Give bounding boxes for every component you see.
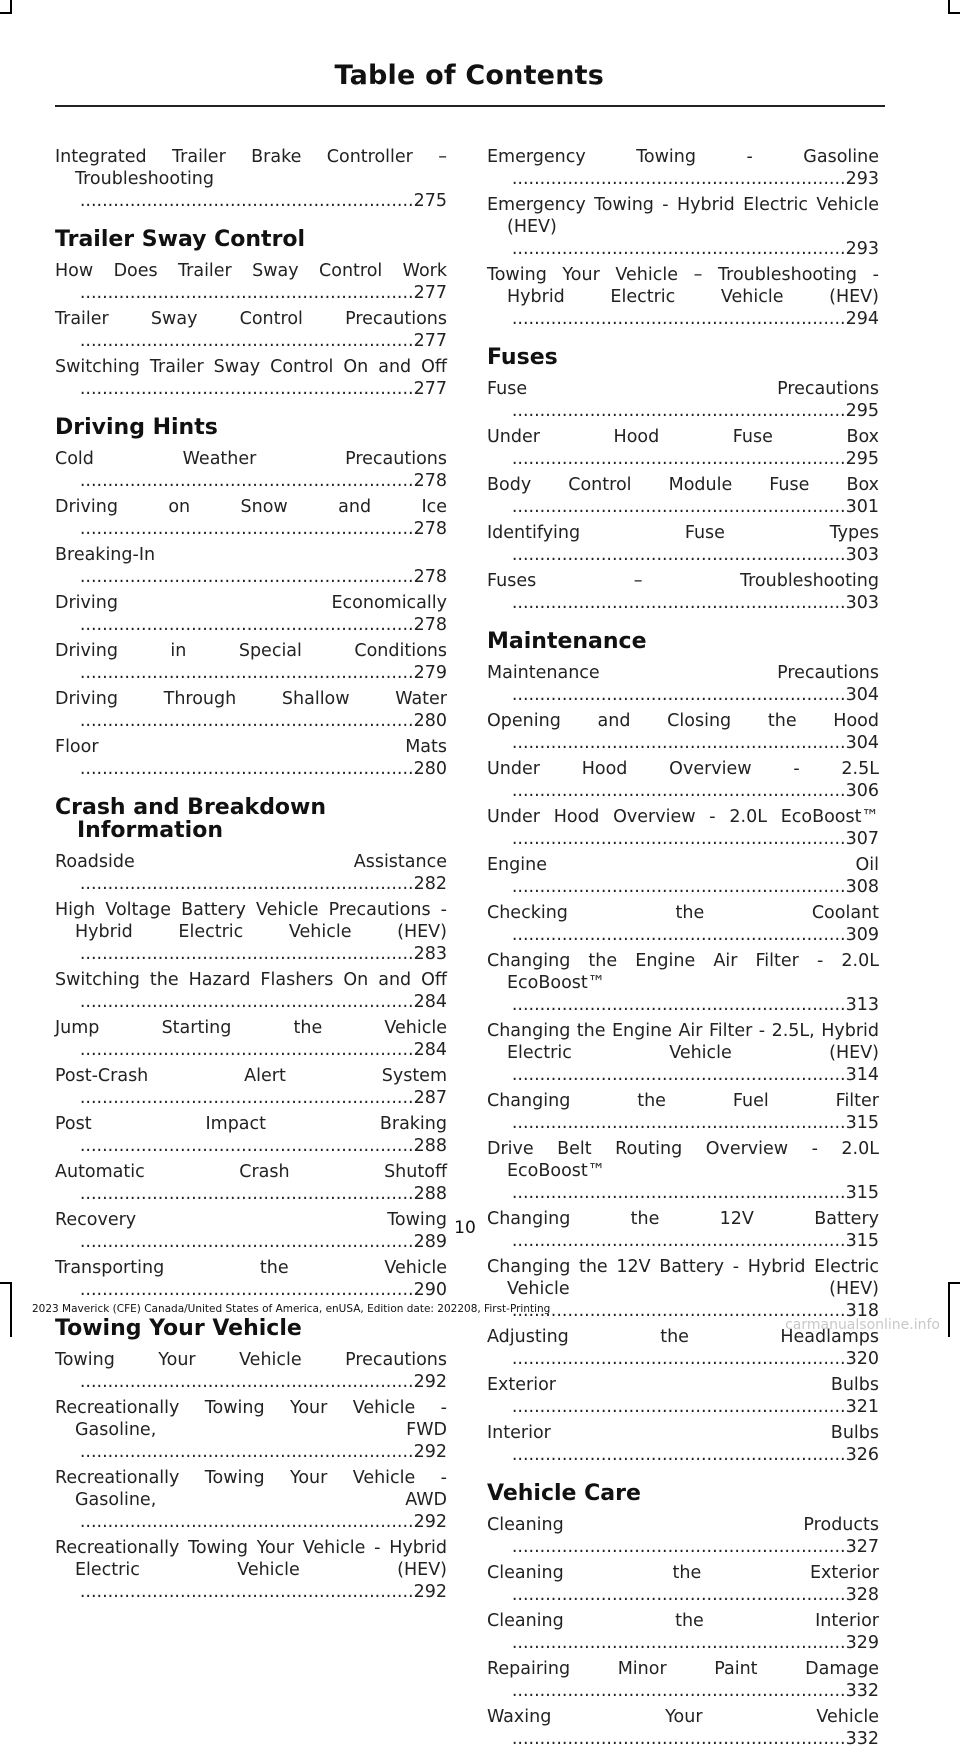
dot-leader: ............................................................ [511, 169, 846, 189]
toc-entry-under-hood-overview-2-5l[interactable] [487, 758, 879, 802]
toc-entry-page-number: 308 [845, 877, 879, 897]
toc-entry-page-number: 292 [413, 1442, 447, 1462]
toc-entry-title: Driving Through Shallow Water [55, 689, 447, 709]
toc-entry-title: Integrated Trailer Brake Controller – Troubleshooting [55, 147, 447, 189]
toc-entry-how-does-trailer-sway-control-work[interactable] [55, 260, 447, 304]
toc-entry-page-number: 303 [845, 593, 879, 613]
dot-leader: ............................................................ [511, 1585, 846, 1605]
toc-entry-repairing-minor-paint-damage[interactable] [487, 1658, 879, 1702]
toc-entry-fuse-precautions[interactable] [487, 378, 879, 422]
toc-entry-post-impact-braking[interactable] [55, 1113, 447, 1157]
toc-entry-title: High Voltage Battery Vehicle Precautions - Hybrid Electric Vehicle (HEV) [55, 900, 447, 942]
dot-leader: ............................................................ [79, 471, 414, 491]
toc-entry-title: Changing the Engine Air Filter - 2.0L EcoBoost™ [487, 951, 879, 993]
toc-entry-title: Emergency Towing - Gasoline [487, 147, 879, 167]
toc-entry-transporting-the-vehicle[interactable] [55, 1257, 447, 1301]
toc-entry-title: Driving in Special Conditions [55, 641, 447, 661]
toc-entry-title: Automatic Crash Shutoff [55, 1162, 447, 1182]
toc-entry-page-number: 277 [413, 283, 447, 303]
dot-leader: ............................................................ [511, 593, 846, 613]
toc-entry-page-number: 292 [413, 1582, 447, 1602]
toc-entry-page-number: 279 [413, 663, 447, 683]
dot-leader: ............................................................ [511, 829, 846, 849]
toc-entry-page-number: 332 [845, 1681, 879, 1701]
watermark: carmanualsonline.info [785, 1317, 940, 1333]
toc-entry-title: Changing the 12V Battery [487, 1209, 879, 1229]
toc-entry-title: Checking the Coolant [487, 903, 879, 923]
toc-entry-engine-oil[interactable] [487, 854, 879, 898]
toc-entry-page-number: 326 [845, 1445, 879, 1465]
toc-entry-page-number: 313 [845, 995, 879, 1015]
toc-entry-page-number: 288 [413, 1184, 447, 1204]
toc-entry-integrated-trailer-brake-controller-troubleshooting[interactable] [55, 146, 447, 212]
section-heading-vehicle-care: Vehicle Care [487, 1481, 641, 1506]
dot-leader: ............................................................ [511, 877, 846, 897]
dot-leader: ............................................................ [511, 1397, 846, 1417]
toc-entry-title: Jump Starting the Vehicle [55, 1018, 447, 1038]
toc-entry-fuses-troubleshooting[interactable] [487, 570, 879, 614]
toc-entry-checking-the-coolant[interactable] [487, 902, 879, 946]
dot-leader: ............................................................ [79, 283, 414, 303]
toc-entry-post-crash-alert-system[interactable] [55, 1065, 447, 1109]
dot-leader: ............................................................ [79, 191, 414, 211]
toc-entry-page-number: 320 [845, 1349, 879, 1369]
section-heading-towing-your-vehicle: Towing Your Vehicle [55, 1316, 302, 1341]
toc-entry-title: Recreationally Towing Your Vehicle - Gasoline, AWD [55, 1468, 447, 1510]
toc-entry-title: Fuses – Troubleshooting [487, 571, 879, 591]
dot-leader: ............................................................ [79, 1184, 414, 1204]
toc-entry-title: Recreationally Towing Your Vehicle - Hybrid Electric Vehicle (HEV) [55, 1538, 447, 1580]
section-heading-maintenance: Maintenance [487, 629, 647, 654]
toc-entry-page-number: 295 [845, 449, 879, 469]
toc-entry-title: Adjusting the Headlamps [487, 1327, 879, 1347]
toc-entry-cold-weather-precautions[interactable] [55, 448, 447, 492]
toc-entry-interior-bulbs[interactable] [487, 1422, 879, 1466]
toc-entry-cleaning-the-interior[interactable] [487, 1610, 879, 1654]
crop-mark-top-right-horizontal [948, 12, 960, 14]
toc-entry-drive-belt-routing-overview-2-0l-ecoboost[interactable] [487, 1138, 879, 1204]
dot-leader: ............................................................ [511, 781, 846, 801]
dot-leader: ............................................................ [511, 401, 846, 421]
toc-entry-title: Roadside Assistance [55, 852, 447, 872]
toc-entry-page-number: 332 [845, 1729, 879, 1749]
toc-entry-page-number: 282 [413, 874, 447, 894]
dot-leader: ............................................................ [79, 1372, 414, 1392]
dot-leader: ............................................................ [511, 1537, 846, 1557]
section-heading-crash-and-breakdown-information: Crash and Breakdown Information [55, 795, 327, 843]
dot-leader: ............................................................ [511, 1301, 846, 1321]
toc-entry-cleaning-the-exterior[interactable] [487, 1562, 879, 1606]
dot-leader: ............................................................ [79, 874, 414, 894]
toc-entry-breaking-in[interactable] [55, 544, 447, 588]
toc-entry-title: Cold Weather Precautions [55, 449, 447, 469]
dot-leader: ............................................................ [511, 309, 846, 329]
toc-entry-page-number: 327 [845, 1537, 879, 1557]
toc-entry-waxing-your-vehicle[interactable] [487, 1706, 879, 1750]
toc-entry-page-number: 315 [845, 1231, 879, 1251]
toc-entry-page-number: 321 [845, 1397, 879, 1417]
toc-entry-title: Switching the Hazard Flashers On and Off [55, 970, 447, 990]
toc-entry-title: Cleaning Products [487, 1515, 879, 1535]
toc-entry-recreationally-towing-your-vehicle-gasoline-awd[interactable] [55, 1467, 447, 1533]
toc-entry-opening-and-closing-the-hood[interactable] [487, 710, 879, 754]
dot-leader: ............................................................ [511, 1231, 846, 1251]
toc-entry-title: Floor Mats [55, 737, 447, 757]
toc-entry-driving-economically[interactable] [55, 592, 447, 636]
dot-leader: ............................................................ [511, 1183, 846, 1203]
crop-mark-bottom-left-horizontal [0, 1282, 12, 1284]
toc-entry-title: Waxing Your Vehicle [487, 1707, 879, 1727]
dot-leader: ............................................................ [79, 1582, 414, 1602]
toc-entry-page-number: 304 [845, 733, 879, 753]
toc-entry-page-number: 293 [845, 169, 879, 189]
toc-entry-title: Recovery Towing [55, 1210, 447, 1230]
toc-entry-title: Towing Your Vehicle Precautions [55, 1350, 447, 1370]
toc-entry-page-number: 290 [413, 1280, 447, 1300]
toc-entry-page-number: 280 [413, 711, 447, 731]
toc-entry-page-number: 309 [845, 925, 879, 945]
toc-entry-page-number: 315 [845, 1183, 879, 1203]
toc-entry-title: How Does Trailer Sway Control Work [55, 261, 447, 281]
dot-leader: ............................................................ [79, 615, 414, 635]
toc-entry-title: Changing the 12V Battery - Hybrid Electric Vehicle (HEV) [487, 1257, 879, 1299]
toc-entry-page-number: 318 [845, 1301, 879, 1321]
toc-entry-trailer-sway-control-precautions[interactable] [55, 308, 447, 352]
toc-entry-page-number: 292 [413, 1512, 447, 1532]
toc-entry-title: Emergency Towing - Hybrid Electric Vehicle (HEV) [487, 195, 879, 237]
toc-entry-title: Switching Trailer Sway Control On and Off [55, 357, 447, 377]
toc-entry-page-number: 295 [845, 401, 879, 421]
toc-entry-title: Post Impact Braking [55, 1114, 447, 1134]
dot-leader: ............................................................ [511, 995, 846, 1015]
toc-entry-page-number: 303 [845, 545, 879, 565]
toc-entry-switching-trailer-sway-control-on-and-off[interactable] [55, 356, 447, 400]
toc-entry-body-control-module-fuse-box[interactable] [487, 474, 879, 518]
toc-entry-high-voltage-battery-vehicle-precautions-hybrid-electric-vehicle-hev[interactable] [55, 899, 447, 965]
toc-entry-title: Cleaning the Interior [487, 1611, 879, 1631]
toc-entry-page-number: 315 [845, 1113, 879, 1133]
toc-entry-page-number: 306 [845, 781, 879, 801]
dot-leader: ............................................................ [511, 1729, 846, 1749]
dot-leader: ............................................................ [79, 944, 414, 964]
toc-entry-title: Exterior Bulbs [487, 1375, 879, 1395]
crop-mark-top-left-horizontal [0, 12, 12, 14]
toc-entry-page-number: 280 [413, 759, 447, 779]
toc-entry-title: Post-Crash Alert System [55, 1066, 447, 1086]
toc-entry-title: Opening and Closing the Hood [487, 711, 879, 731]
toc-entry-page-number: 278 [413, 615, 447, 635]
toc-entry-title: Under Hood Overview - 2.0L EcoBoost™ [487, 807, 879, 827]
toc-entry-title: Changing the Fuel Filter [487, 1091, 879, 1111]
section-heading-driving-hints: Driving Hints [55, 415, 218, 440]
toc-entry-title: Transporting the Vehicle [55, 1258, 447, 1278]
toc-entry-page-number: 278 [413, 519, 447, 539]
toc-left-column [55, 146, 447, 1607]
toc-entry-cleaning-products[interactable] [487, 1514, 879, 1558]
toc-entry-emergency-towing-hybrid-electric-vehicle-hev[interactable] [487, 194, 879, 260]
toc-entry-title: Driving on Snow and Ice [55, 497, 447, 517]
toc-entry-page-number: 329 [845, 1633, 879, 1653]
toc-entry-title: Cleaning the Exterior [487, 1563, 879, 1583]
toc-entry-page-number: 277 [413, 379, 447, 399]
dot-leader: ............................................................ [511, 925, 846, 945]
toc-entry-exterior-bulbs[interactable] [487, 1374, 879, 1418]
dot-leader: ............................................................ [79, 1088, 414, 1108]
toc-entry-title: Drive Belt Routing Overview - 2.0L EcoBoost™ [487, 1139, 879, 1181]
crop-mark-bottom-left-vertical [10, 1282, 12, 1337]
title-rule [55, 105, 885, 107]
toc-entry-title: Towing Your Vehicle – Troubleshooting - Hybrid Electric Vehicle (HEV) [487, 265, 879, 307]
toc-entry-page-number: 284 [413, 992, 447, 1012]
dot-leader: ............................................................ [79, 567, 414, 587]
dot-leader: ............................................................ [511, 1681, 846, 1701]
toc-entry-title: Identifying Fuse Types [487, 523, 879, 543]
toc-entry-changing-the-engine-air-filter-2-0l-ecoboost[interactable] [487, 950, 879, 1016]
toc-entry-title: Under Hood Overview - 2.5L [487, 759, 879, 779]
toc-entry-page-number: 294 [845, 309, 879, 329]
toc-entry-recreationally-towing-your-vehicle-hybrid-electric-vehicle-hev[interactable] [55, 1537, 447, 1603]
toc-entry-page-number: 288 [413, 1136, 447, 1156]
toc-entry-roadside-assistance[interactable] [55, 851, 447, 895]
dot-leader: ............................................................ [79, 1136, 414, 1156]
toc-entry-jump-starting-the-vehicle[interactable] [55, 1017, 447, 1061]
dot-leader: ............................................................ [79, 663, 414, 683]
footer-edition-info [32, 1303, 960, 1315]
toc-entry-driving-through-shallow-water[interactable] [55, 688, 447, 732]
dot-leader: ............................................................ [79, 1040, 414, 1060]
toc-entry-under-hood-overview-2-0l-ecoboost[interactable] [487, 806, 879, 850]
page-number: 10 [454, 1218, 476, 1238]
dot-leader: ............................................................ [79, 1512, 414, 1532]
toc-entry-page-number: 278 [413, 567, 447, 587]
toc-entry-title: Body Control Module Fuse Box [487, 475, 879, 495]
toc-entry-title: Engine Oil [487, 855, 879, 875]
toc-entry-page-number: 307 [845, 829, 879, 849]
page-title: Table of Contents [334, 60, 604, 91]
toc-entry-automatic-crash-shutoff[interactable] [55, 1161, 447, 1205]
toc-entry-title: Fuse Precautions [487, 379, 879, 399]
toc-entry-page-number: 287 [413, 1088, 447, 1108]
toc-entry-changing-the-fuel-filter[interactable] [487, 1090, 879, 1134]
toc-entry-page-number: 284 [413, 1040, 447, 1060]
dot-leader: ............................................................ [511, 1633, 846, 1653]
dot-leader: ............................................................ [511, 1065, 846, 1085]
toc-entry-title: Changing the Engine Air Filter - 2.5L, Hybrid Electric Vehicle (HEV) [487, 1021, 879, 1063]
toc-entry-page-number: 292 [413, 1372, 447, 1392]
dot-leader: ............................................................ [511, 449, 846, 469]
dot-leader: ............................................................ [511, 733, 846, 753]
dot-leader: ............................................................ [79, 1232, 414, 1252]
dot-leader: ............................................................ [511, 685, 846, 705]
dot-leader: ............................................................ [79, 1442, 414, 1462]
toc-entry-towing-your-vehicle-troubleshooting-hybrid-electric-vehicle-hev[interactable] [487, 264, 879, 330]
dot-leader: ............................................................ [79, 331, 414, 351]
dot-leader: ............................................................ [511, 239, 846, 259]
dot-leader: ............................................................ [79, 1280, 414, 1300]
crop-mark-bottom-right-horizontal [948, 1282, 960, 1284]
toc-entry-page-number: 293 [845, 239, 879, 259]
toc-entry-title: Recreationally Towing Your Vehicle - Gasoline, FWD [55, 1398, 447, 1440]
dot-leader: ............................................................ [79, 711, 414, 731]
section-heading-fuses: Fuses [487, 345, 558, 370]
toc-entry-emergency-towing-gasoline[interactable] [487, 146, 879, 190]
dot-leader: ............................................................ [79, 992, 414, 1012]
toc-entry-driving-in-special-conditions[interactable] [55, 640, 447, 684]
dot-leader: ............................................................ [511, 1445, 846, 1465]
dot-leader: ............................................................ [511, 545, 846, 565]
dot-leader: ............................................................ [79, 379, 414, 399]
toc-entry-page-number: 304 [845, 685, 879, 705]
toc-entry-page-number: 278 [413, 471, 447, 491]
toc-entry-title: Under Hood Fuse Box [487, 427, 879, 447]
dot-leader: ............................................................ [79, 519, 414, 539]
toc-right-column [487, 146, 879, 1754]
toc-entry-title: Interior Bulbs [487, 1423, 879, 1443]
toc-entry-driving-on-snow-and-ice[interactable] [55, 496, 447, 540]
toc-entry-identifying-fuse-types[interactable] [487, 522, 879, 566]
toc-entry-title: Trailer Sway Control Precautions [55, 309, 447, 329]
toc-entry-title: Maintenance Precautions [487, 663, 879, 683]
dot-leader: ............................................................ [511, 1113, 846, 1133]
toc-entry-changing-the-engine-air-filter-2-5l-hybrid-electric-vehicle-hev[interactable] [487, 1020, 879, 1086]
toc-entry-floor-mats[interactable] [55, 736, 447, 780]
dot-leader: ............................................................ [511, 1349, 846, 1369]
section-heading-trailer-sway-control: Trailer Sway Control [55, 227, 306, 252]
footer-text: 2023 Maverick (CFE) Canada/United States of America, enUSA, Edition date: 202208, First-Printing [32, 1303, 551, 1315]
toc-entry-under-hood-fuse-box[interactable] [487, 426, 879, 470]
toc-entry-page-number: 314 [845, 1065, 879, 1085]
dot-leader: ............................................................ [79, 759, 414, 779]
toc-entry-page-number: 301 [845, 497, 879, 517]
toc-entry-title: Driving Economically [55, 593, 447, 613]
toc-entry-switching-the-hazard-flashers-on-and-off[interactable] [55, 969, 447, 1013]
toc-entry-recreationally-towing-your-vehicle-gasoline-fwd[interactable] [55, 1397, 447, 1463]
toc-entry-title: Repairing Minor Paint Damage [487, 1659, 879, 1679]
toc-entry-page-number: 289 [413, 1232, 447, 1252]
toc-entry-page-number: 328 [845, 1585, 879, 1605]
toc-entry-title: Breaking-In [55, 545, 156, 565]
toc-entry-towing-your-vehicle-precautions[interactable] [55, 1349, 447, 1393]
dot-leader: ............................................................ [511, 497, 846, 517]
toc-entry-page-number: 275 [413, 191, 447, 211]
toc-entry-maintenance-precautions[interactable] [487, 662, 879, 706]
toc-entry-page-number: 277 [413, 331, 447, 351]
toc-entry-page-number: 283 [413, 944, 447, 964]
